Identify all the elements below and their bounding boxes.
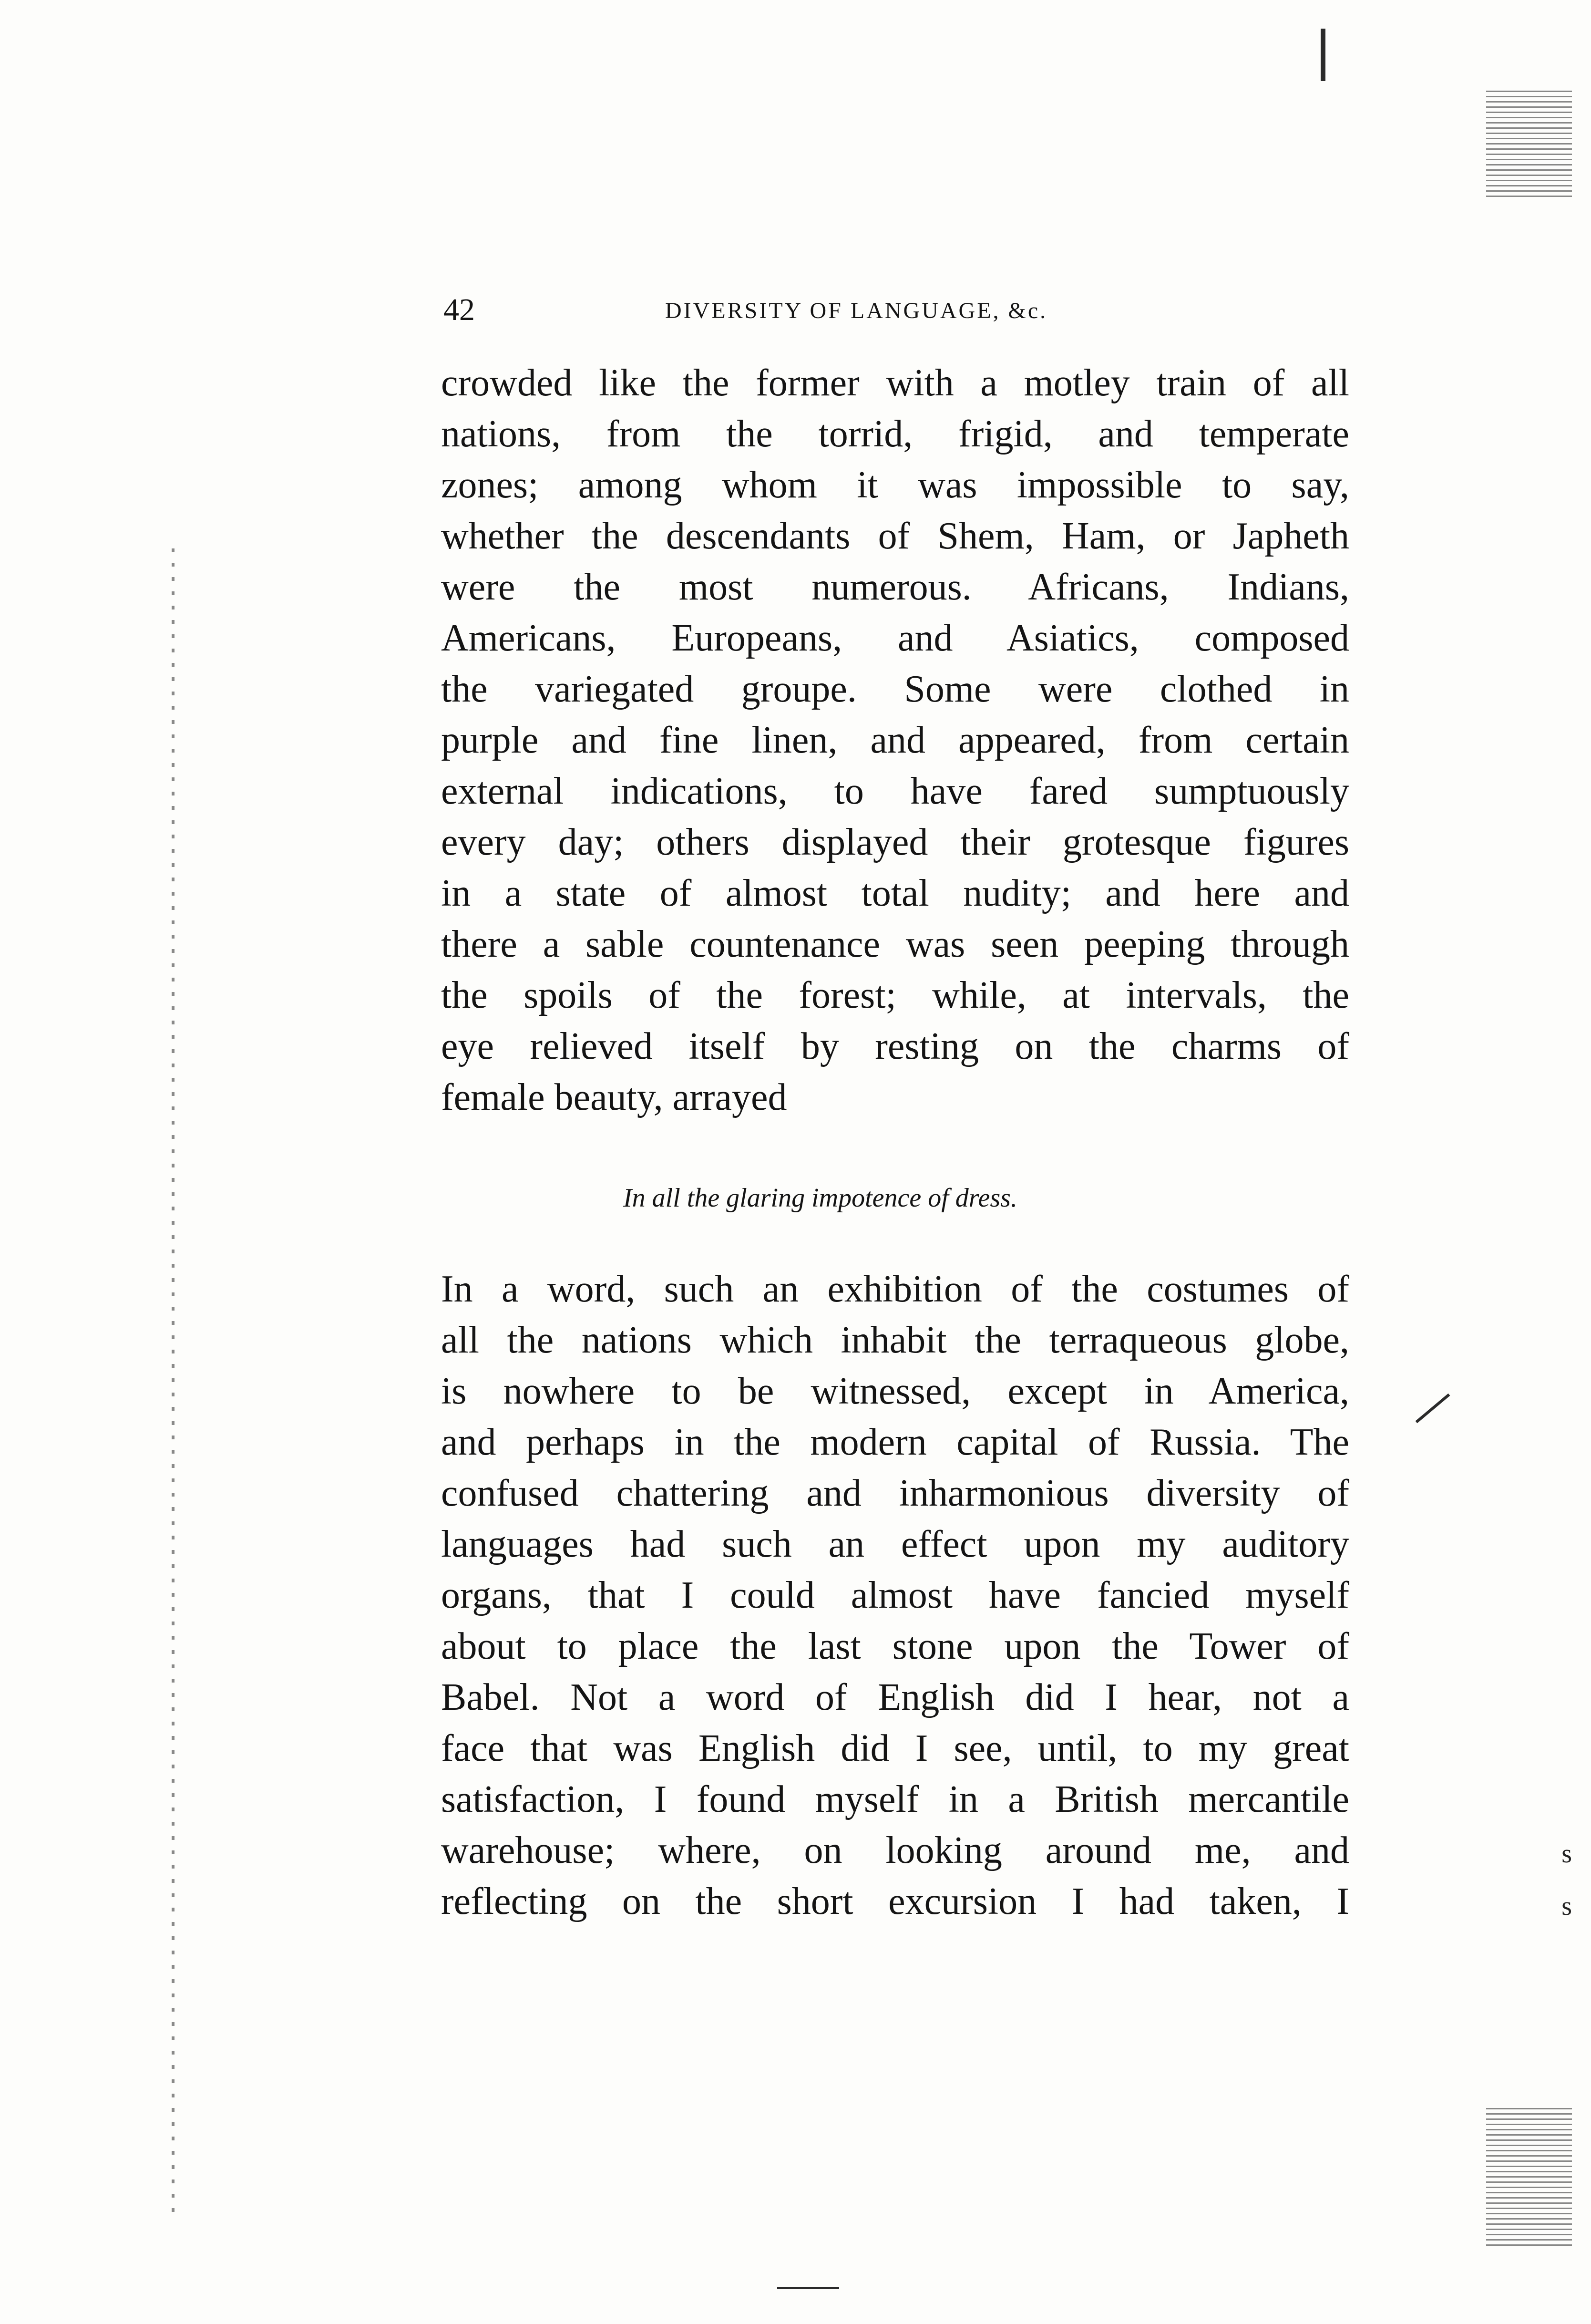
text-line: satisfaction, I found myself in a British mercantile [441,1778,1349,1820]
text-line: crowded like the former with a motley train of all [441,362,1349,404]
stray-mark [1416,1394,1450,1423]
text-line: the variegated groupe. Some were clothed in [441,668,1349,710]
text-line: confused chattering and inharmonious diversity of [441,1472,1349,1514]
text-line: every day; others displayed their grotesque figures [441,821,1349,863]
bottom-rule [777,2287,839,2289]
top-right-mark [1321,29,1325,81]
text-line: about to place the last stone upon the Tower of [441,1625,1349,1667]
text-line: female beauty, arrayed [441,1076,787,1118]
text-line: face that was English did I see, until, to my great [441,1727,1349,1769]
quoted-verse: In all the glaring impotence of dress. [623,1183,1017,1213]
left-edge-specks [172,548,174,2218]
text-line: the spoils of the forest; while, at intervals, the [441,974,1349,1016]
text-line: all the nations which inhabit the terraqueous globe, [441,1319,1349,1361]
running-title: DIVERSITY OF LANGUAGE, &c. [665,298,1048,323]
text-line: whether the descendants of Shem, Ham, or Japheth [441,515,1349,557]
text-line: there a sable countenance was seen peeping through [441,923,1349,965]
text-line: warehouse; where, on looking around me, and [441,1829,1349,1871]
text-line: were the most numerous. Africans, Indians, [441,566,1349,608]
text-line: nations, from the torrid, frigid, and temperate [441,413,1349,455]
text-line: languages had such an effect upon my auditory [441,1523,1349,1565]
text-line: Americans, Europeans, and Asiatics, composed [441,617,1349,659]
text-line: external indications, to have fared sumptuously [441,770,1349,812]
text-line: is nowhere to be witnessed, except in America, [441,1370,1349,1412]
page-number: 42 [443,292,475,327]
text-line: In a word, such an exhibition of the costumes of [441,1268,1349,1310]
text-line: and perhaps in the modern capital of Russia. The [441,1421,1349,1463]
running-header [443,292,1154,330]
text-line: zones; among whom it was impossible to say, [441,464,1349,506]
right-edge-bleed-bottom [1486,2108,1572,2246]
text-line: organs, that I could almost have fancied myself [441,1574,1349,1616]
text-line: purple and fine linen, and appeared, from certain [441,719,1349,761]
paragraph-2 [441,1264,1349,1927]
paragraph-1 [441,358,1349,1123]
margin-letter: s [1561,1891,1572,1921]
text-line: eye relieved itself by resting on the charms of [441,1025,1349,1067]
text-line: reflecting on the short excursion I had taken, I [441,1880,1349,1922]
right-edge-bleed-top [1486,91,1572,200]
text-line: Babel. Not a word of English did I hear, not a [441,1676,1349,1718]
text-line: in a state of almost total nudity; and here and [441,872,1349,914]
margin-letter: s [1561,1839,1572,1869]
